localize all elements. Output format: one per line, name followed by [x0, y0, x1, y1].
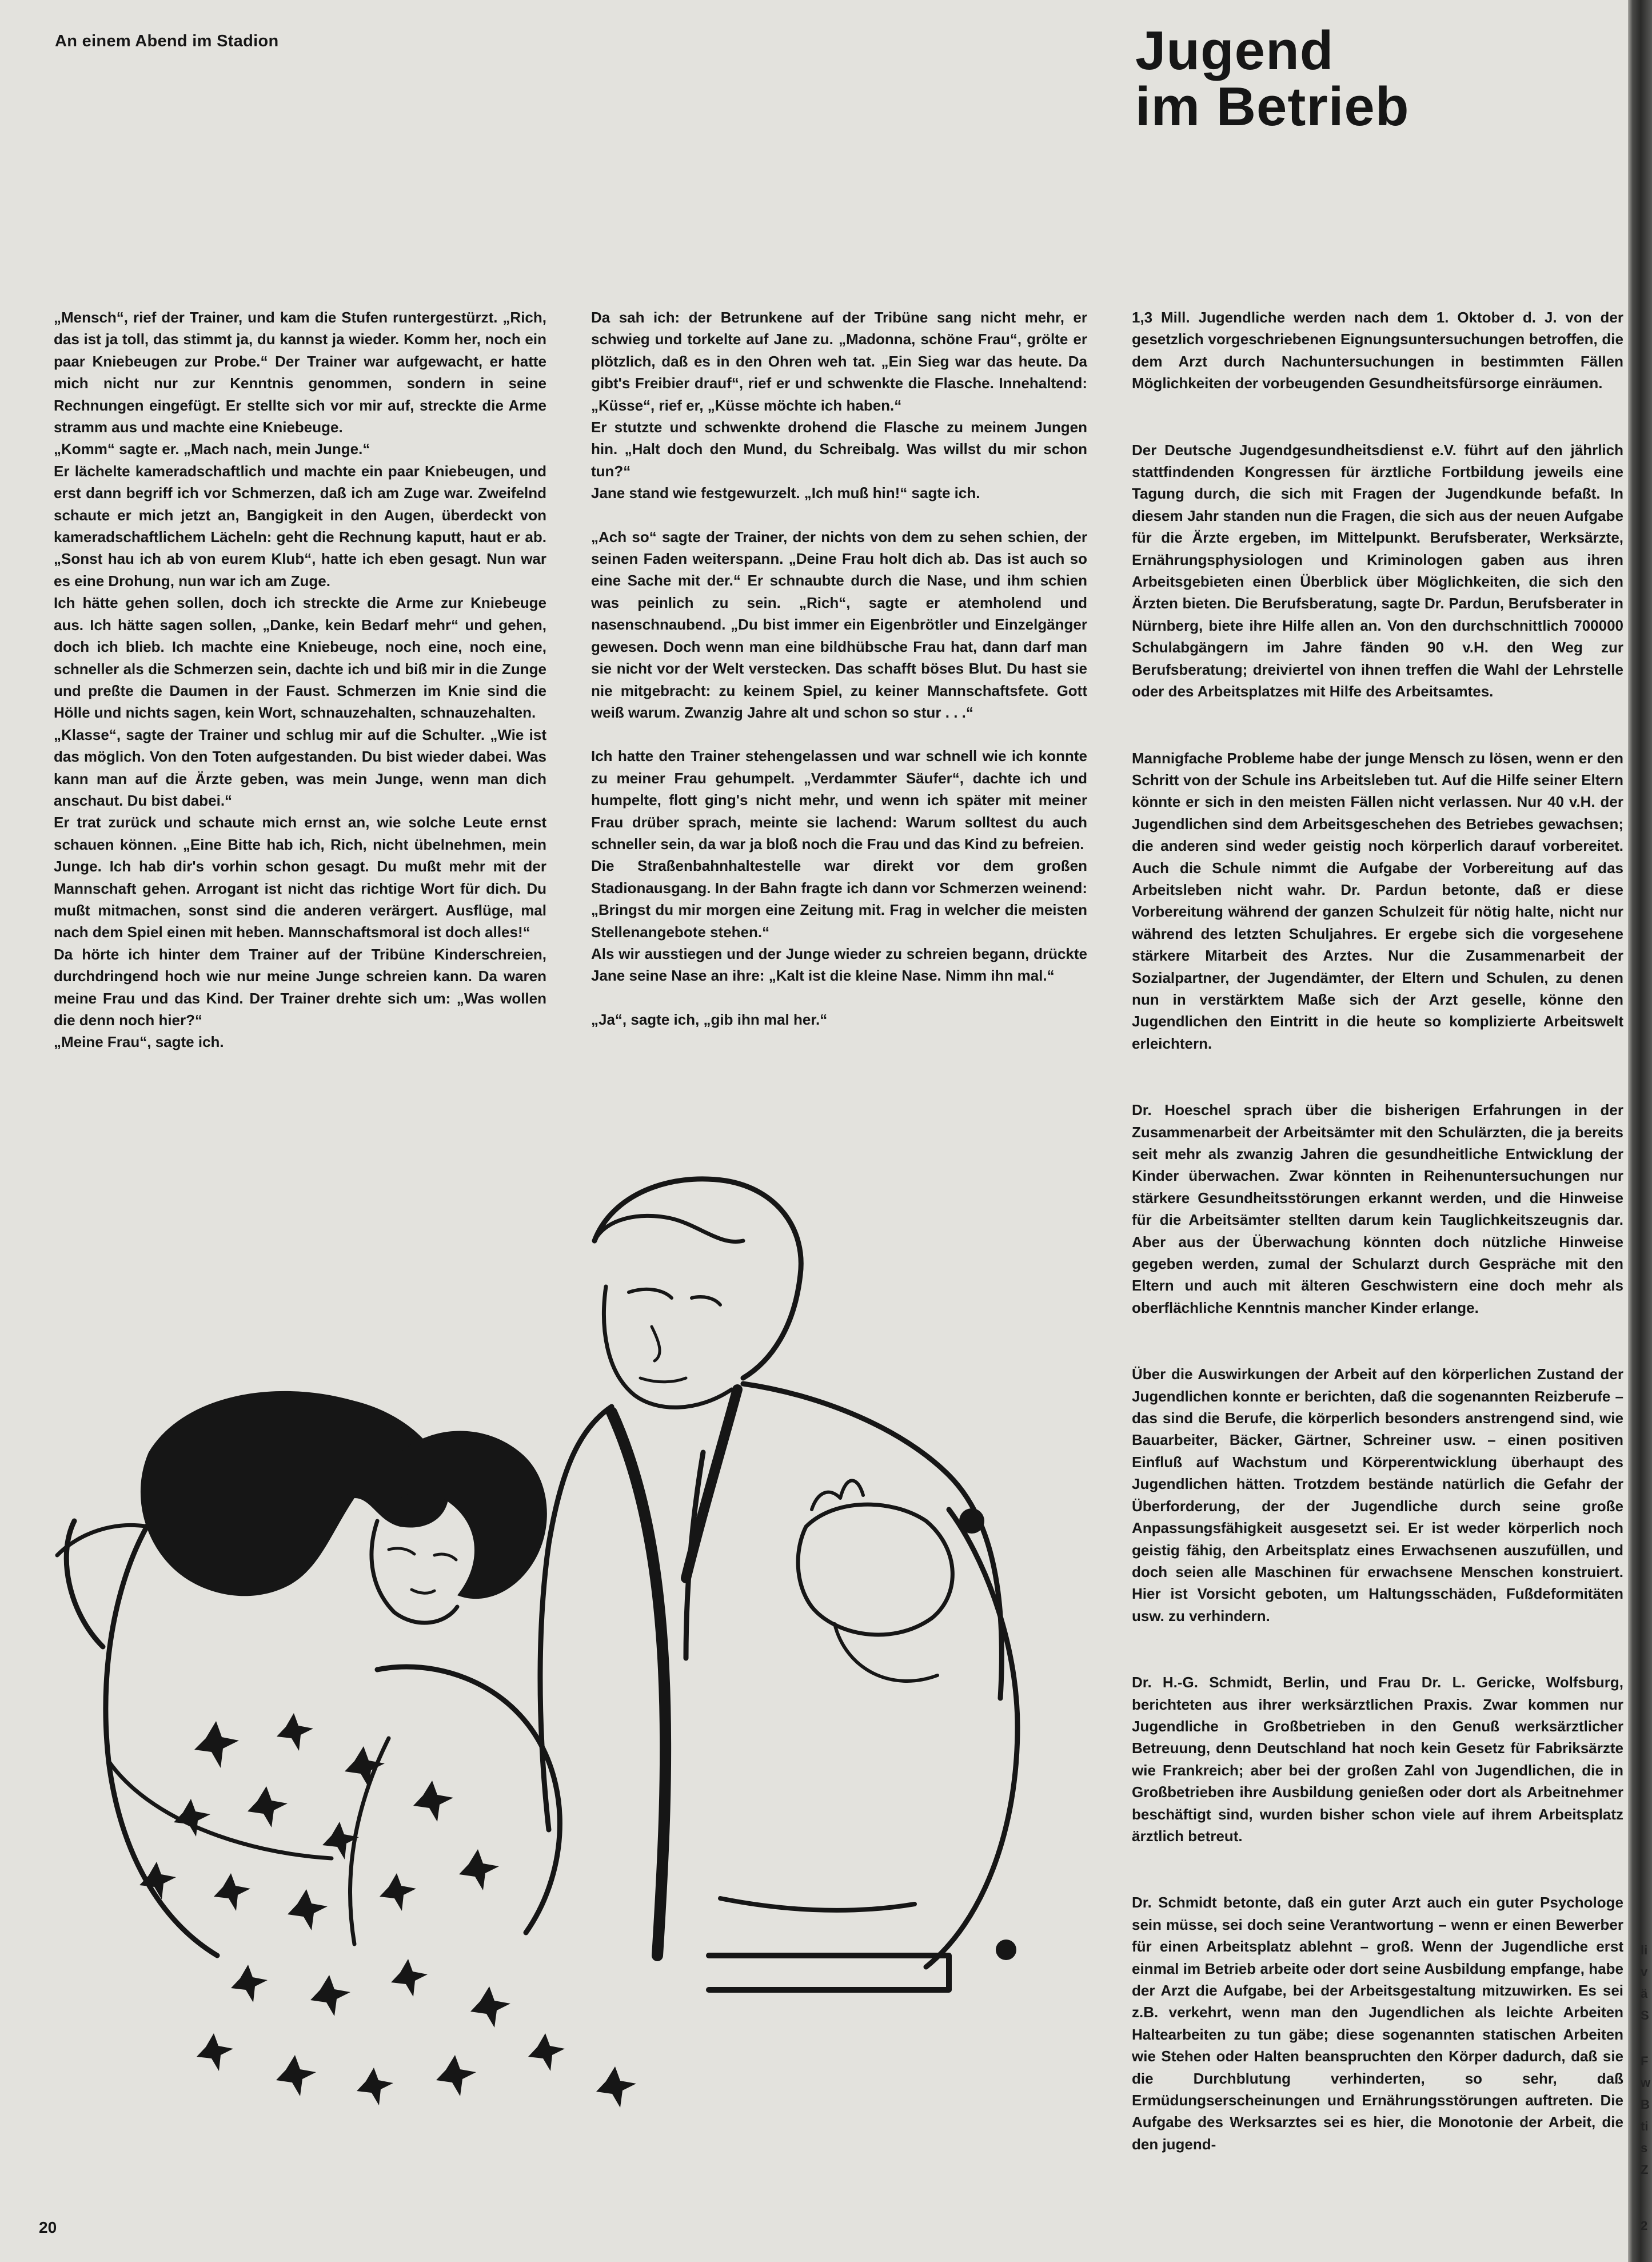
story-paragraph: „Ach so“ sagte der Trainer, der nichts von dem zu sehen schien, der seinen Faden weiterspann. „Deine Frau holt dich ab. Das ist auch so eine Sache mit der.“ Er schnaubte durch die Nase, und ihm schien was peinlich zu sein. „Rich“, sagte er atemholend und nasenschnaubend. „Du bist immer ein Eigenbrötler und Einzelgänger gewesen. Doch wenn man eine bildhübsche Frau hat, dann darf man sie nicht vor der Welt verstecken. Das schafft böses Blut. Du hast sie nie mitgebracht: zu keinem Spiel, zu keiner Mannschaftsfete. Gott weiß warum. Zwanzig Jahre alt und schon so stur . . .“ — [591, 528, 1087, 721]
next-page-fragment: S — [1641, 2008, 1649, 2022]
headline-line-1: Jugend — [1135, 20, 1334, 81]
story-paragraph: „Klasse“, sagte der Trainer und schlug mir auf die Schulter. „Wie ist das möglich. Von den Toten aufgestanden. Du bist wieder dabei. Was kann man auf die Ärzte geben, was mein Junge, wenn man dich anschaut. Du bist dabei.“ — [54, 726, 546, 809]
next-page-fragment: v — [1641, 1965, 1648, 1979]
headline — [1135, 20, 1410, 137]
article-paragraph: Mannigfache Probleme habe der junge Mensch zu lösen, wenn er den Schritt von der Schule ins Arbeitsleben tut. Auf die Hilfe seiner Eltern könnte er sich in den meisten Fällen nicht verlassen. Nur 40 v.H. der Jugendlichen sind dem Arbeitsgeschehen des Betriebes gewachsen; die anderen sind weder geistig noch körperlich darauf vorbereitet. Auch die Schule nimmt die Aufgabe der Vorbereitung auf das Arbeitsleben nicht wahr. Dr. Pardun betonte, daß er diese Vorbereitung während der ganzen Schulzeit für nötig halte, nicht nur während des letzten Schuljahres. Er ergebe sich die vorgesehene stärkere Mitarbeit des Arztes. Nur die Zusammenarbeit der Sozialpartner, der Jugendämter, der Eltern und Schulen, zu denen nun in verstärktem Maße sich der Arzt geselle, könne den Jugendlichen den Eintritt in die heute so komplizierte Arbeitswelt erleichtern. — [1132, 749, 1623, 1052]
article-paragraph: Über die Auswirkungen der Arbeit auf den körperlichen Zustand der Jugendlichen konnte er berichten, daß die sogenannten Reizberufe – das sind die Berufe, die körperlich besonders anstrengend sind, wie Bauarbeiter, Bäcker, Gärtner, Schreiner usw. – einen positiven Einfluß auf Wachstum und Körperentwicklung überhaupt des Jugendlichen hätten. Trotzdem bestände natürlich die Gefahr der Überforderung, der der Jugendliche durch seine große Anpassungsfähigkeit ausgesetzt sei. Er ist weder körperlich noch geistig fähig, den Arbeitsplatz eines Erwachsenen auszufüllen, und doch seien alle Maschinen für erwachsene Menschen konstruiert. Hier ist Vorsicht geboten, um Haltungsschäden, Fußdeformitäten usw. zu verhindern. — [1132, 1365, 1623, 1624]
headline-line-2: im Betrieb — [1135, 76, 1410, 137]
story-paragraph: Als wir ausstiegen und der Junge wieder zu schreien begann, drückte Jane seine Nase an ihre: „Kalt ist die kleine Nase. Nimm ihn mal.“ — [591, 945, 1087, 985]
next-page-fragment: F — [1641, 2054, 1649, 2068]
next-page-fragment: li — [1641, 1943, 1648, 1957]
next-page-fragment: Z — [1641, 2163, 1649, 2177]
story-paragraph: Er stutzte und schwenkte drohend die Flasche zu meinem Jungen hin. „Halt doch den Mund, du Schreibalg. Was willst du mir schon tun?“ — [591, 419, 1087, 480]
story-paragraph: Die Straßenbahnhaltestelle war direkt vor dem großen Stadionausgang. In der Bahn fragte ich dann vor Schmerzen weinend: „Bringst du mir morgen eine Zeitung mit. Frag in welcher die meisten Stellenangebote stehen.“ — [591, 857, 1087, 941]
story-paragraph: Jane stand wie festgewurzelt. „Ich muß hin!“ sagte ich. — [591, 484, 980, 502]
story-paragraph: „Mensch“, rief der Trainer, und kam die Stufen runtergestürzt. „Rich, das ist ja toll, das stimmt ja, du kannst ja wieder. Komm her, noch ein paar Kniebeugen zur Probe.“ Der Trainer war aufgewacht, er hatte mich nicht nur zur Kenntnis genommen, sondern in seine Rechnungen eingefügt. Er stellte sich vor mir auf, streckte die Arme stramm aus und machte eine Kniebeuge. — [54, 309, 546, 436]
article-paragraph: Der Deutsche Jugendgesundheitsdienst e.V. führt auf den jährlich stattfindenden Kongressen für ärztliche Fortbildung jeweils eine Tagung durch, die sich mit Fragen der Jugendkunde befaßt. In diesem Jahr standen nun die Fragen, die sich aus der neuen Aufgabe für die Ärzte ergeben, im Mittelpunkt. Berufsberater, Werksärzte, Ernährungsphysiologen und Kriminologen gaben aus ihren Arbeitsgebieten einen Überblick über Möglichkeiten, die sich den Ärzten bieten. Die Berufsberatung, sagte Dr. Pardun, Berufsberater in Nürnberg, biete ihre Hilfe allen an. Von den durchschnittlich 700000 Schulabgängern im Jahre fänden 90 v.H. den Weg zur Berufsberatung; dreiviertel von ihnen treffen die Wahl der Lehrstelle oder des Arbeitsplatzes mit Hilfe des Arbeitsamtes. — [1132, 441, 1623, 700]
story-paragraph: Er trat zurück und schaute mich ernst an, wie solche Leute ernst schauen können. „Eine Bitte hab ich, Rich, nicht übelnehmen, mein Junge. Ich hab dir's vorhin schon gesagt. Du mußt mehr mit der Mannschaft gehen. Arrogant ist nicht das richtige Wort für dich. Du mußt mitmachen, sonst sind die anderen verärgert. Ausflüge, mal nach dem Spiel einen mit heben. Mannschaftsmoral ist doch alles!“ — [54, 814, 546, 941]
next-page-fragment: B — [1641, 2097, 1650, 2112]
article-paragraph: Dr. Schmidt betonte, daß ein guter Arzt auch ein guter Psychologe sein müsse, sei doch seine Verantwortung – wenn er einen Bewerber für einen Arbeitsplatz ablehnt – groß. Wenn der Jugendliche erst einmal im Betrieb arbeite oder dort seine Ausbildung empfange, habe der Arzt die Aufgabe, bei der Arbeitsgestaltung mitzuwirken. Es sei z.B. verkehrt, wenn man den Jugendlichen als leichte Arbeiten Haltearbeiten zu tun gäbe; diese sogenannten statischen Arbeiten wie Stehen oder Halten beanspruchten den Körper dadurch, daß sie die Durchblutung verhinderten, so sehr, daß Ermüdungserscheinungen und Ernährungsstörungen auftreten. Die Aufgabe des Werksarztes sei es hier, die Monotonie der Arbeit, die den jugend- — [1132, 1894, 1623, 2153]
story-paragraph: Er lächelte kameradschaftlich und machte ein paar Kniebeugen, und erst dann begriff ich vor Schmerzen, daß ich am Zuge war. Zweifelnd schaute er mich jetzt an, Bangigkeit in den Augen, überdeckt von kameradschaftlichem Lächeln: geht die Rechnung kaputt, haut er ab. „Sonst hau ich ab von eurem Klub“, hatte ich eben gesagt. Nun war es eine Drohung, nun war ich am Zuge. — [54, 462, 546, 590]
story-column-1 — [54, 306, 546, 1053]
story-paragraph: „Komm“ sagte er. „Mach nach, mein Junge.“ — [54, 440, 370, 458]
next-page-fragment: ä — [1641, 1986, 1648, 2001]
article-paragraph: Dr. Hoeschel sprach über die bisherigen Erfahrungen in der Zusammenarbeit der Arbeitsämter mit den Schulärzten, die ja bereits seit mehr als zwanzig Jahren die gesundheitliche Entwicklung der Kinder überwachen. Zwar könnten in Reihenuntersuchungen nur stärkere Gesundheitsstörungen erkannt werden, und die Hinweise für die Arbeitsämter stellten darum kein Tauglichkeitszeugnis dar. Aber aus der Überwachung könnten doch nützliche Hinweise gegeben werden, zumal der Schularzt durch Gespräche mit den Eltern und auch mit älteren Geschwistern eine doch mehr als oberflächliche Kenntnis mancher Kinder erlange. — [1132, 1101, 1623, 1316]
next-page-fragment: ti — [1641, 2119, 1649, 2133]
page-number: 20 — [39, 2219, 57, 2236]
family-illustration — [34, 1155, 1098, 2230]
kicker: An einem Abend im Stadion — [55, 32, 279, 50]
story-paragraph: „Meine Frau“, sagte ich. — [54, 1033, 224, 1051]
binding-edge — [1628, 0, 1652, 2262]
article-paragraph: 1,3 Mill. Jugendliche werden nach dem 1. Oktober d. J. von der gesetzlich vorgeschriebenen Eignungsuntersuchungen betroffen, die dem Arzt durch Nachuntersuchungen in bestimmten Fällen Möglichkeiten der vorbeugenden Gesundheitsfürsorge einräumen. — [1132, 309, 1623, 392]
article-paragraph: Dr. H.-G. Schmidt, Berlin, und Frau Dr. L. Gericke, Wolfsburg, berichteten aus ihrer werksärztlichen Praxis. Zwar kommen nur Jugendliche in Großbetrieben in den Genuß werksärztlicher Betreuung, denn Deutschland hat noch kein Gesetz für Fabriksärzte wie Frankreich; aber bei der großen Zahl von Jugendlichen, die in Großbetrieben ihre Ausbildung genießen oder dort als Arbeitnehmer beschäftigt sind, wurden bisher schon viele auf ihrem Arbeitsplatz ärztlich betreut. — [1132, 1674, 1623, 1845]
story-column-2 — [591, 306, 1087, 1030]
story-paragraph: Da sah ich: der Betrunkene auf der Tribüne sang nicht mehr, er schwieg und torkelte auf Jane zu. „Madonna, schöne Frau“, grölte er plötzlich, daß es in den Ohren weh tat. „Ein Sieg war das heute. Da gibt's Freibier drauf“, rief er und schwenkte die Flasche. Innehaltend: „Küsse“, rief er, „Küsse möchte ich haben.“ — [591, 309, 1087, 414]
story-paragraph: Ich hatte den Trainer stehengelassen und war schnell wie ich konnte zu meiner Frau gehumpelt. „Verdammter Säufer“, dachte ich und humpelte, flott ging's nicht mehr, und wenn ich später mit meiner Frau drüber sprach, meinte sie lachend: Warum solltest du auch schneller sein, da war ja bloß noch die Frau und das Kind zu befreien. — [591, 747, 1087, 853]
story-paragraph: Da hörte ich hinter dem Trainer auf der Tribüne Kinderschreien, durchdringend hoch wie nur meine Junge schreien kann. Da waren meine Frau und das Kind. Der Trainer drehte sich um: „Was wollen die denn noch hier?“ — [54, 945, 546, 1029]
next-page-fragment: w — [1641, 2076, 1651, 2090]
article-column — [1132, 306, 1623, 2200]
next-page-fragment: s — [1641, 2141, 1648, 2155]
story-paragraph: „Ja“, sagte ich, „gib ihn mal her.“ — [591, 1010, 828, 1028]
next-page-fragment: 2 — [1641, 2219, 1648, 2233]
story-paragraph: Ich hätte gehen sollen, doch ich streckte die Arme zur Kniebeuge aus. Ich hätte sagen sollen, „Danke, kein Bedarf mehr“ und gehen, doch ich blieb. Ich machte eine Kniebeuge, noch eine, noch eine, schneller als die Schmerzen sein, dachte ich und biß mir in die Zunge und preßte die Daumen in der Faust. Schmerzen im Knie sind die Hölle und nichts sagen, kein Wort, schnauzehalten, schnauzehalten. — [54, 594, 546, 722]
